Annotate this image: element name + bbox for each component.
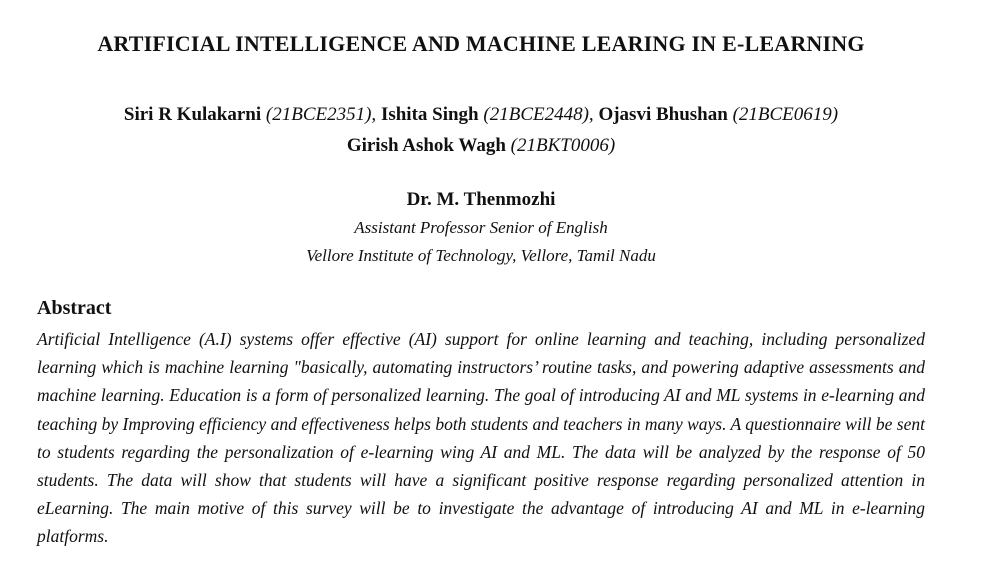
paper-title: ARTIFICIAL INTELLIGENCE AND MACHINE LEARING IN E-LEARNING xyxy=(97,31,865,56)
abstract-heading: Abstract xyxy=(37,297,112,319)
author-line-2 xyxy=(0,130,962,161)
author-name: Girish Ashok Wagh xyxy=(346,135,506,156)
supervisor-name: Dr. M. Thenmozhi xyxy=(406,189,556,210)
author-line-1 xyxy=(0,99,962,130)
author-name: Siri R Kulakarni xyxy=(123,104,262,125)
abstract-text: Artificial Intelligence (A.I) systems offer effective (AI) support for online learning and teaching, including personalized learning which is machine learning "basically, automating instructors’ routine tasks, and powering adaptive assessments and machine learning. Education is a form of personalized learning. The goal of introducing AI and ML systems in e-learning and teaching by Improving efficiency and effectiveness helps both students and teachers in many ways. A questionnaire will be sent to students regarding the personalization of e-learning wing AI and ML. The data will be analyzed by the response of 50 students. The data will show that students will have a significant positive response regarding personalized attention in eLearning. The main motive of this survey will be to investigate the advantage of introducing AI and ML in e-learning platforms. xyxy=(37,329,925,547)
author-id: (21BKT0006) xyxy=(510,135,616,156)
author-list xyxy=(0,99,962,161)
author-id: (21BCE2448), xyxy=(483,104,594,125)
author-id: (21BCE2351), xyxy=(265,104,377,125)
supervisor-block xyxy=(0,186,962,270)
author-name: Ishita Singh xyxy=(380,104,479,125)
supervisor-position: Assistant Professor Senior of English xyxy=(354,218,608,237)
supervisor-affiliation: Vellore Institute of Technology, Vellore, Tamil Nadu xyxy=(306,246,656,265)
author-name: Ojasvi Bhushan xyxy=(598,104,728,125)
author-id: (21BCE0619) xyxy=(732,104,839,125)
